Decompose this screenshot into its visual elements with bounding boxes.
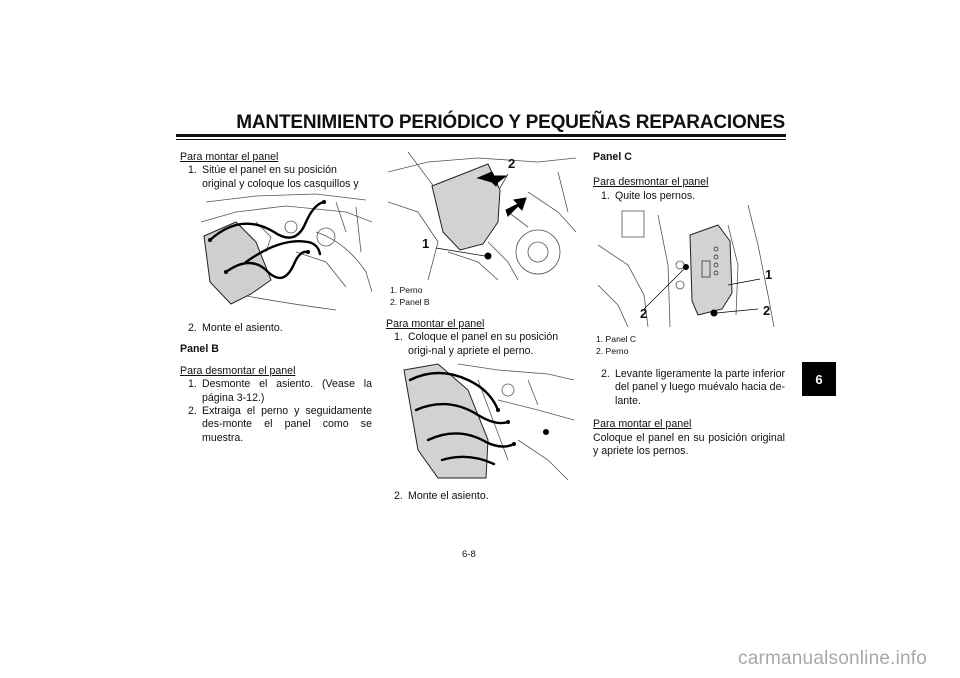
figure-c-label-1: 1 — [765, 267, 773, 282]
remove-step-1-c: 1. Quite los pernos. — [601, 189, 696, 202]
header-rule-thin — [176, 139, 786, 140]
remove-step-2: 2. Extraiga el perno y seguidamente des-monte el panel como se muestra. — [188, 405, 372, 444]
page-number: 6-8 — [462, 549, 476, 560]
figure-panel-b — [388, 152, 576, 280]
figure-panel-c — [598, 205, 778, 327]
caption-perno: 1. Perno — [390, 285, 423, 295]
page-header-title: MANTENIMIENTO PERIÓDICO Y PEQUEÑAS REPARACIONES — [236, 112, 785, 133]
figure-b-caption — [390, 285, 570, 308]
remove-step-1: 1. Desmonte el asiento. (Vease la página 3-12.) — [188, 378, 372, 404]
panel-c-heading: Panel C — [593, 151, 632, 163]
column-3-lower — [593, 368, 785, 458]
mount-text-c: Coloque el panel en su posición original y apriete los pernos. — [593, 431, 785, 458]
chapter-tab: 6 — [802, 362, 836, 396]
figure-panel-a-mount — [196, 192, 372, 312]
mount-panel-heading-2: Para montar el panel — [386, 318, 485, 330]
figure-c-label-2b: 2 — [763, 303, 771, 318]
column-3 — [593, 151, 785, 203]
panel-b-heading: Panel B — [180, 343, 219, 356]
header-rule — [176, 134, 786, 137]
mount-panel-heading-c: Para montar el panel — [593, 418, 692, 431]
caption-perno-c: 2. Perno — [596, 345, 629, 356]
remove-panel-heading: Para desmontar el panel — [180, 364, 296, 377]
caption-panel-b: 2. Panel B — [390, 296, 430, 307]
figure-c-label-2a: 2 — [640, 306, 648, 321]
mount-step-2-b: 2. Monte el asiento. — [394, 490, 489, 502]
caption-panel-c: 1. Panel C — [596, 334, 637, 344]
figure-b-label-2: 2 — [508, 156, 516, 171]
figure-b-label-1: 1 — [422, 236, 430, 251]
mount-panel-heading: Para montar el panel — [180, 151, 279, 163]
column-2 — [386, 318, 578, 358]
figure-panel-b-mount — [398, 360, 574, 480]
remove-step-2-c: 2. Levante ligeramente la parte inferior del panel y luego muévalo hacia de-lante. — [601, 368, 785, 407]
mount-step-2: 2. Monte el asiento. — [188, 322, 283, 334]
column-2-lower — [386, 490, 578, 503]
remove-panel-heading-c: Para desmontar el panel — [593, 176, 709, 189]
mount-step-1: 1. Sitúe el panel en su posición original y coloque los casquillos y — [188, 164, 359, 190]
mount-step-1-b: 1. Coloque el panel en su posición origi-nal y apriete el perno. — [394, 331, 559, 357]
watermark: carmanualsonline.info — [738, 648, 928, 669]
figure-c-caption — [596, 334, 776, 357]
column-1-lower — [180, 322, 372, 445]
